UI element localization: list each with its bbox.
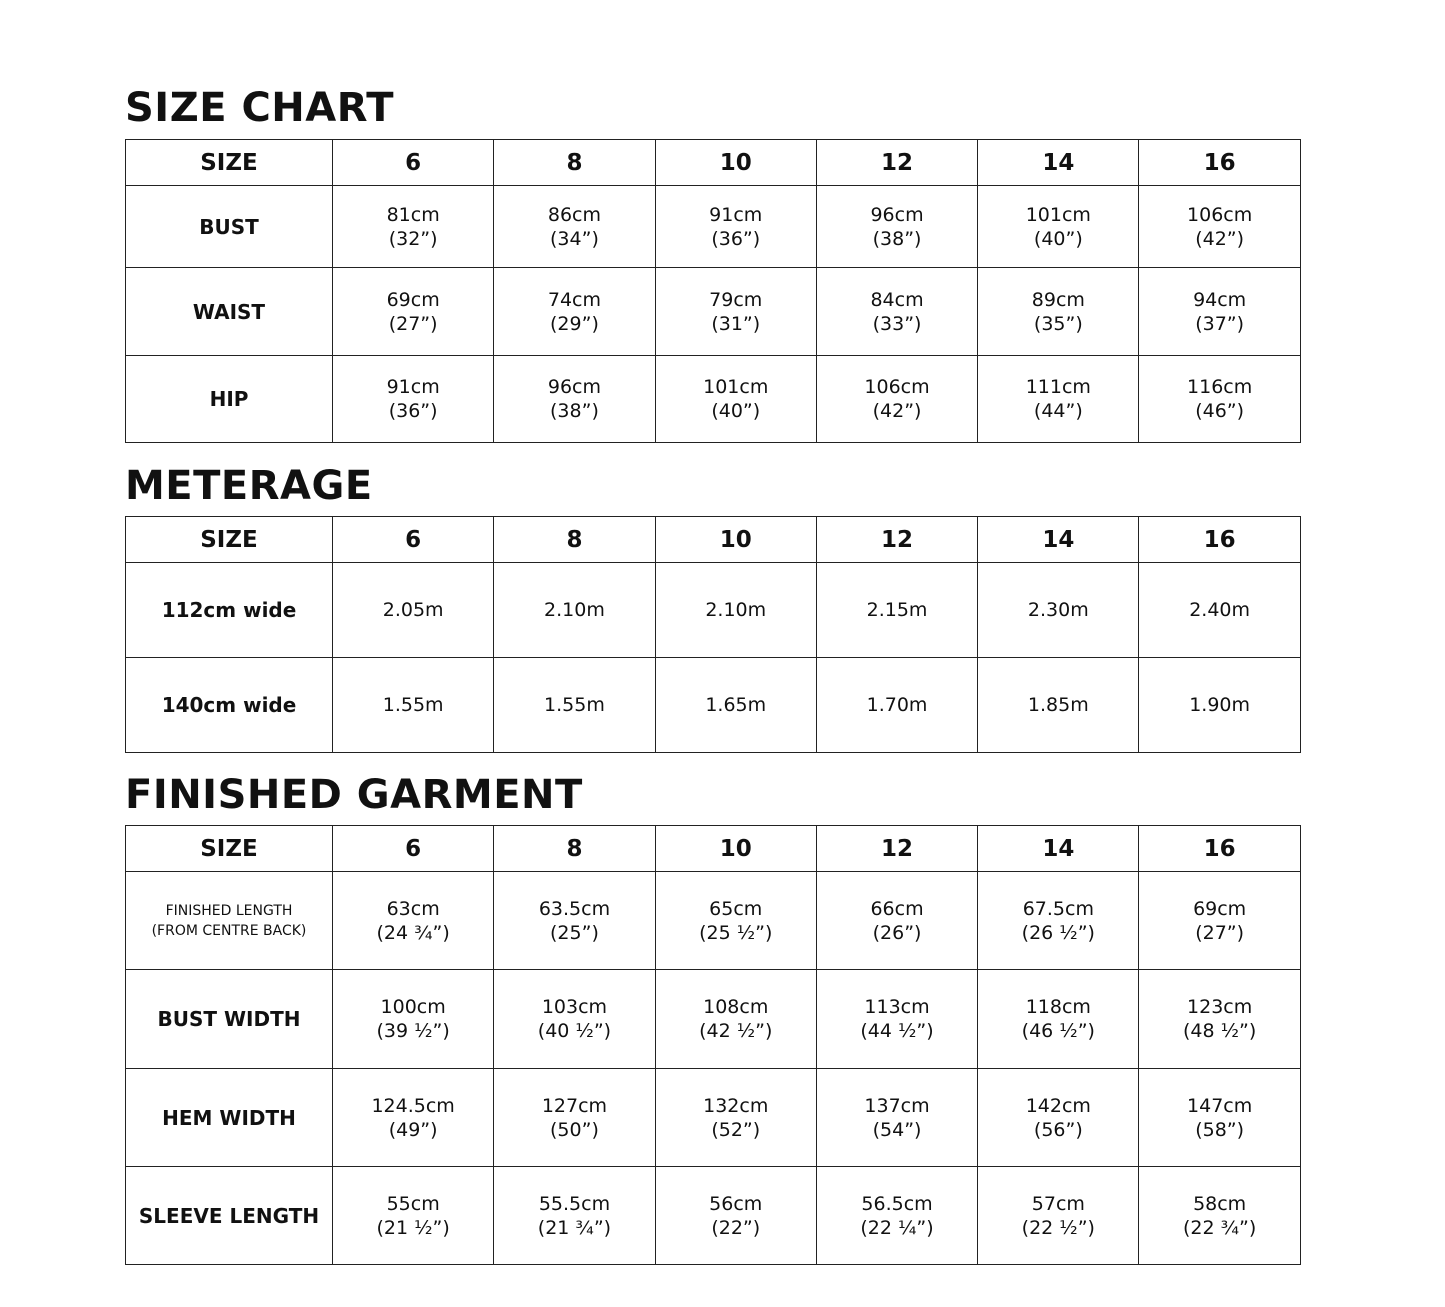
- table-cell: 101cm (40”): [655, 356, 816, 443]
- table-cell: 2.05m: [333, 563, 494, 658]
- table-cell: 56cm (22”): [655, 1167, 816, 1265]
- finished-garment-title: FINISHED GARMENT: [125, 772, 583, 818]
- header-cell: 16: [1139, 517, 1300, 563]
- table-cell: 108cm (42 ½”): [655, 970, 816, 1069]
- header-cell: 6: [333, 140, 494, 186]
- meterage-table: [125, 516, 1301, 753]
- row-label: BUST WIDTH: [126, 970, 333, 1069]
- table-cell: 66cm (26”): [816, 872, 977, 970]
- table-cell: 124.5cm (49”): [333, 1069, 494, 1167]
- table-header-row: [126, 140, 1301, 186]
- table-cell: 69cm (27”): [1139, 872, 1300, 970]
- table-row: [126, 1069, 1301, 1167]
- table-cell: 74cm (29”): [494, 268, 655, 356]
- table-row: [126, 1167, 1301, 1265]
- header-cell: 6: [333, 826, 494, 872]
- table-cell: 2.10m: [494, 563, 655, 658]
- header-cell: 14: [978, 140, 1139, 186]
- header-cell: 8: [494, 826, 655, 872]
- table-cell: 94cm (37”): [1139, 268, 1300, 356]
- table-cell: 91cm (36”): [333, 356, 494, 443]
- header-cell: SIZE: [126, 140, 333, 186]
- row-label: 112cm wide: [126, 563, 333, 658]
- table-cell: 56.5cm (22 ¼”): [816, 1167, 977, 1265]
- header-cell: 12: [816, 826, 977, 872]
- finished-garment-table: [125, 825, 1301, 1265]
- row-label: HIP: [126, 356, 333, 443]
- row-label: WAIST: [126, 268, 333, 356]
- table-cell: 65cm (25 ½”): [655, 872, 816, 970]
- header-cell: 16: [1139, 826, 1300, 872]
- table-header-row: [126, 826, 1301, 872]
- header-cell: 8: [494, 140, 655, 186]
- table-cell: 137cm (54”): [816, 1069, 977, 1167]
- table-cell: 79cm (31”): [655, 268, 816, 356]
- table-row: [126, 658, 1301, 753]
- table-cell: 1.85m: [978, 658, 1139, 753]
- table-cell: 106cm (42”): [816, 356, 977, 443]
- table-cell: 113cm (44 ½”): [816, 970, 977, 1069]
- table-cell: 86cm (34”): [494, 186, 655, 268]
- table-cell: 57cm (22 ½”): [978, 1167, 1139, 1265]
- table-cell: 101cm (40”): [978, 186, 1139, 268]
- table-cell: 106cm (42”): [1139, 186, 1300, 268]
- table-cell: 63.5cm (25”): [494, 872, 655, 970]
- header-cell: 10: [655, 517, 816, 563]
- table-cell: 100cm (39 ½”): [333, 970, 494, 1069]
- table-cell: 2.30m: [978, 563, 1139, 658]
- header-cell: 12: [816, 140, 977, 186]
- table-header-row: [126, 517, 1301, 563]
- table-cell: 96cm (38”): [816, 186, 977, 268]
- table-cell: 89cm (35”): [978, 268, 1139, 356]
- table-cell: 91cm (36”): [655, 186, 816, 268]
- meterage-title: METERAGE: [125, 463, 373, 509]
- table-cell: 123cm (48 ½”): [1139, 970, 1300, 1069]
- header-cell: 10: [655, 140, 816, 186]
- table-cell: 67.5cm (26 ½”): [978, 872, 1139, 970]
- header-cell: 14: [978, 517, 1139, 563]
- table-cell: 55.5cm (21 ¾”): [494, 1167, 655, 1265]
- table-cell: 2.10m: [655, 563, 816, 658]
- header-cell: 10: [655, 826, 816, 872]
- table-cell: 1.90m: [1139, 658, 1300, 753]
- table-cell: 2.40m: [1139, 563, 1300, 658]
- table-cell: 127cm (50”): [494, 1069, 655, 1167]
- table-cell: 96cm (38”): [494, 356, 655, 443]
- table-cell: 81cm (32”): [333, 186, 494, 268]
- header-cell: 8: [494, 517, 655, 563]
- header-cell: 16: [1139, 140, 1300, 186]
- table-cell: 58cm (22 ¾”): [1139, 1167, 1300, 1265]
- table-cell: 1.65m: [655, 658, 816, 753]
- table-cell: 1.55m: [333, 658, 494, 753]
- table-cell: 103cm (40 ½”): [494, 970, 655, 1069]
- table-cell: 147cm (58”): [1139, 1069, 1300, 1167]
- header-cell: 6: [333, 517, 494, 563]
- header-cell: SIZE: [126, 517, 333, 563]
- table-row: [126, 563, 1301, 658]
- table-cell: 118cm (46 ½”): [978, 970, 1139, 1069]
- table-cell: 69cm (27”): [333, 268, 494, 356]
- table-row: [126, 970, 1301, 1069]
- header-cell: 12: [816, 517, 977, 563]
- header-cell: 14: [978, 826, 1139, 872]
- table-cell: 116cm (46”): [1139, 356, 1300, 443]
- table-cell: 55cm (21 ½”): [333, 1167, 494, 1265]
- table-cell: 132cm (52”): [655, 1069, 816, 1167]
- table-cell: 2.15m: [816, 563, 977, 658]
- table-cell: 111cm (44”): [978, 356, 1139, 443]
- table-row: [126, 268, 1301, 356]
- row-label: SLEEVE LENGTH: [126, 1167, 333, 1265]
- row-label: BUST: [126, 186, 333, 268]
- table-row: [126, 356, 1301, 443]
- row-label: HEM WIDTH: [126, 1069, 333, 1167]
- table-cell: 142cm (56”): [978, 1069, 1139, 1167]
- size-chart-table: [125, 139, 1301, 443]
- table-cell: 1.55m: [494, 658, 655, 753]
- table-cell: 1.70m: [816, 658, 977, 753]
- table-cell: 63cm (24 ¾”): [333, 872, 494, 970]
- row-label: 140cm wide: [126, 658, 333, 753]
- header-cell: SIZE: [126, 826, 333, 872]
- table-row: [126, 186, 1301, 268]
- table-cell: 84cm (33”): [816, 268, 977, 356]
- row-label: FINISHED LENGTH (FROM CENTRE BACK): [126, 872, 333, 970]
- size-chart-title: SIZE CHART: [125, 85, 395, 131]
- table-row: [126, 872, 1301, 970]
